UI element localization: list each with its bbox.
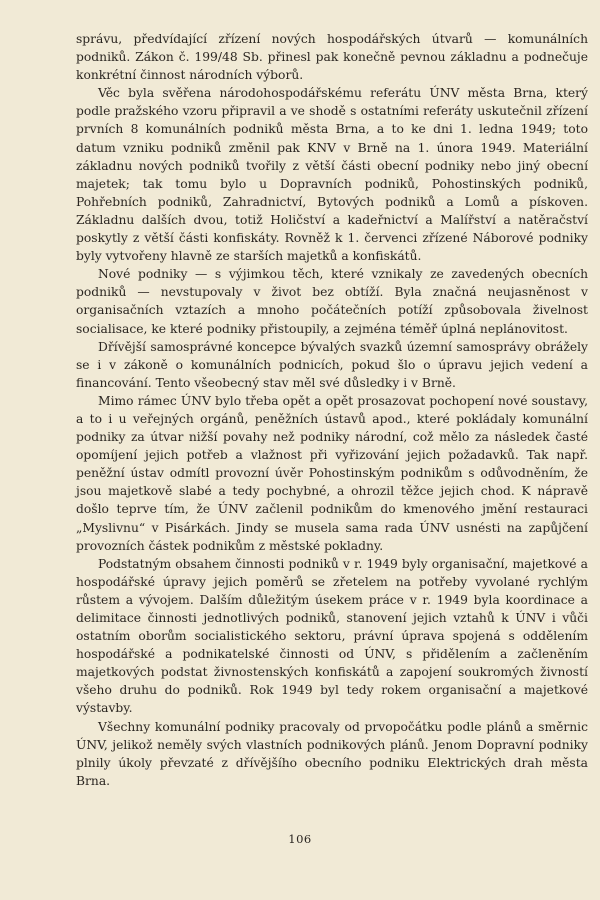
- paragraph-1: správu, předvídající zřízení nových hospodářských útvarů — komunálních podniků. Zákon č. 199/48 Sb. přinesl pak konečně pevnou základnu a podnečuje konkrétní činnost národních výborů.: [76, 32, 588, 83]
- paragraph-4: Dřívější samosprávné koncepce bývalých svazků územní samosprávy obrážely se i v zákoně o komunálních podnicích, pokud šlo o úpravu jejich vedení a financování. Tento všeobecný stav měl své důsledky i v Brně.: [76, 339, 588, 390]
- paragraph-7: Všechny komunální podniky pracovaly od prvopočátku podle plánů a směrnic ÚNV, jelikož neměly svých vlastních podnikových plánů. Jenom Dopravní podniky plnily úkoly převzaté z dřívějšího obecního podniku Elektrických drah města Brna.: [76, 719, 588, 788]
- paragraph-3: Nové podniky — s výjimkou těch, které vznikaly ze zavedených obecních podniků — nevstupovaly v život bez obtíží. Byla značná neujasněnost v organisačních vztazích a mnoho počátečních potíží způsobovala živelnost socialisace, ke které podniky přistoupily, a zejména téměř úplná neplánovitost.: [76, 267, 588, 336]
- paragraph-2: Věc byla svěřena národohospodářskému referátu ÚNV města Brna, který podle pražského vzoru připravil a ve shodě s ostatními referáty uskutečnil zřízení prvních 8 komunálních podniků města Brna, a to ke dni 1. ledna 1949; toto datum vzniku podniků změnil pak KNV v Brně na 1. února 1949. Materiální základnu nových podniků tvořily z větší části obecní podniky nebo jiný obecní majetek; tak tomu bylo u Dopravních podniků, Pohostinských podniků, Pohřebních podniků, Zahradnictví, Bytových podniků a Lomů a pískoven. Základnu dalších dvou, totiž Holičství a kadeřnictví a Malířství a natěračství poskytly z větší části konfiskáty. Rovněž k 1. červenci zřízené Náborové podniky byly vytvořeny hlavně ze starších majetků a konfiskátů.: [76, 86, 588, 264]
- body-text: [76, 30, 588, 790]
- page-number: 106: [288, 832, 312, 846]
- paragraph-6: Podstatným obsahem činnosti podniků v r. 1949 byly organisační, majetkové a hospodářské úpravy jejich poměrů se zřetelem na potřeby vyvolané rychlým růstem a vývojem. Dalším důležitým úsekem práce v r. 1949 byla koordinace a delimitace činnosti jednotlivých podniků, stanovení jejich vztahů k ÚNV i vůči ostatním oborům socialistického sektoru, právní úprava spojená s oddělením hospodářské a podnikatelské činnosti od ÚNV, s přidělením a začleněním majetkových podstat živnostenských konfiskátů a zapojení soukromých živností všeho druhu do podniků. Rok 1949 byl tedy rokem organisační a majetkové výstavby.: [76, 556, 588, 716]
- paragraph-5: Mimo rámec ÚNV bylo třeba opět a opět prosazovat pochopení nové soustavy, a to i u veřejných orgánů, peněžních ústavů apod., které pokládaly komunální podniky za útvar nižší povahy než podniky národní, což mělo za následek časté opomíjení jejich potřeb a vlažnost při vyřizování jejich požadavků. Tak např. peněžní ústav odmítl provozní úvěr Pohostinským podnikům s odůvodněním, že jsou majetkově slabé a tedy pochybné, a ohrozil těžce jejich chod. K nápravě došlo teprve tím, že ÚNV začlenil podnikům do kmenového jmění restauraci „Myslivnu“ v Pisárkách. Jindy se musela sama rada ÚNV usnésti na zapůjčení provozních částek podnikům z městské pokladny.: [76, 393, 588, 553]
